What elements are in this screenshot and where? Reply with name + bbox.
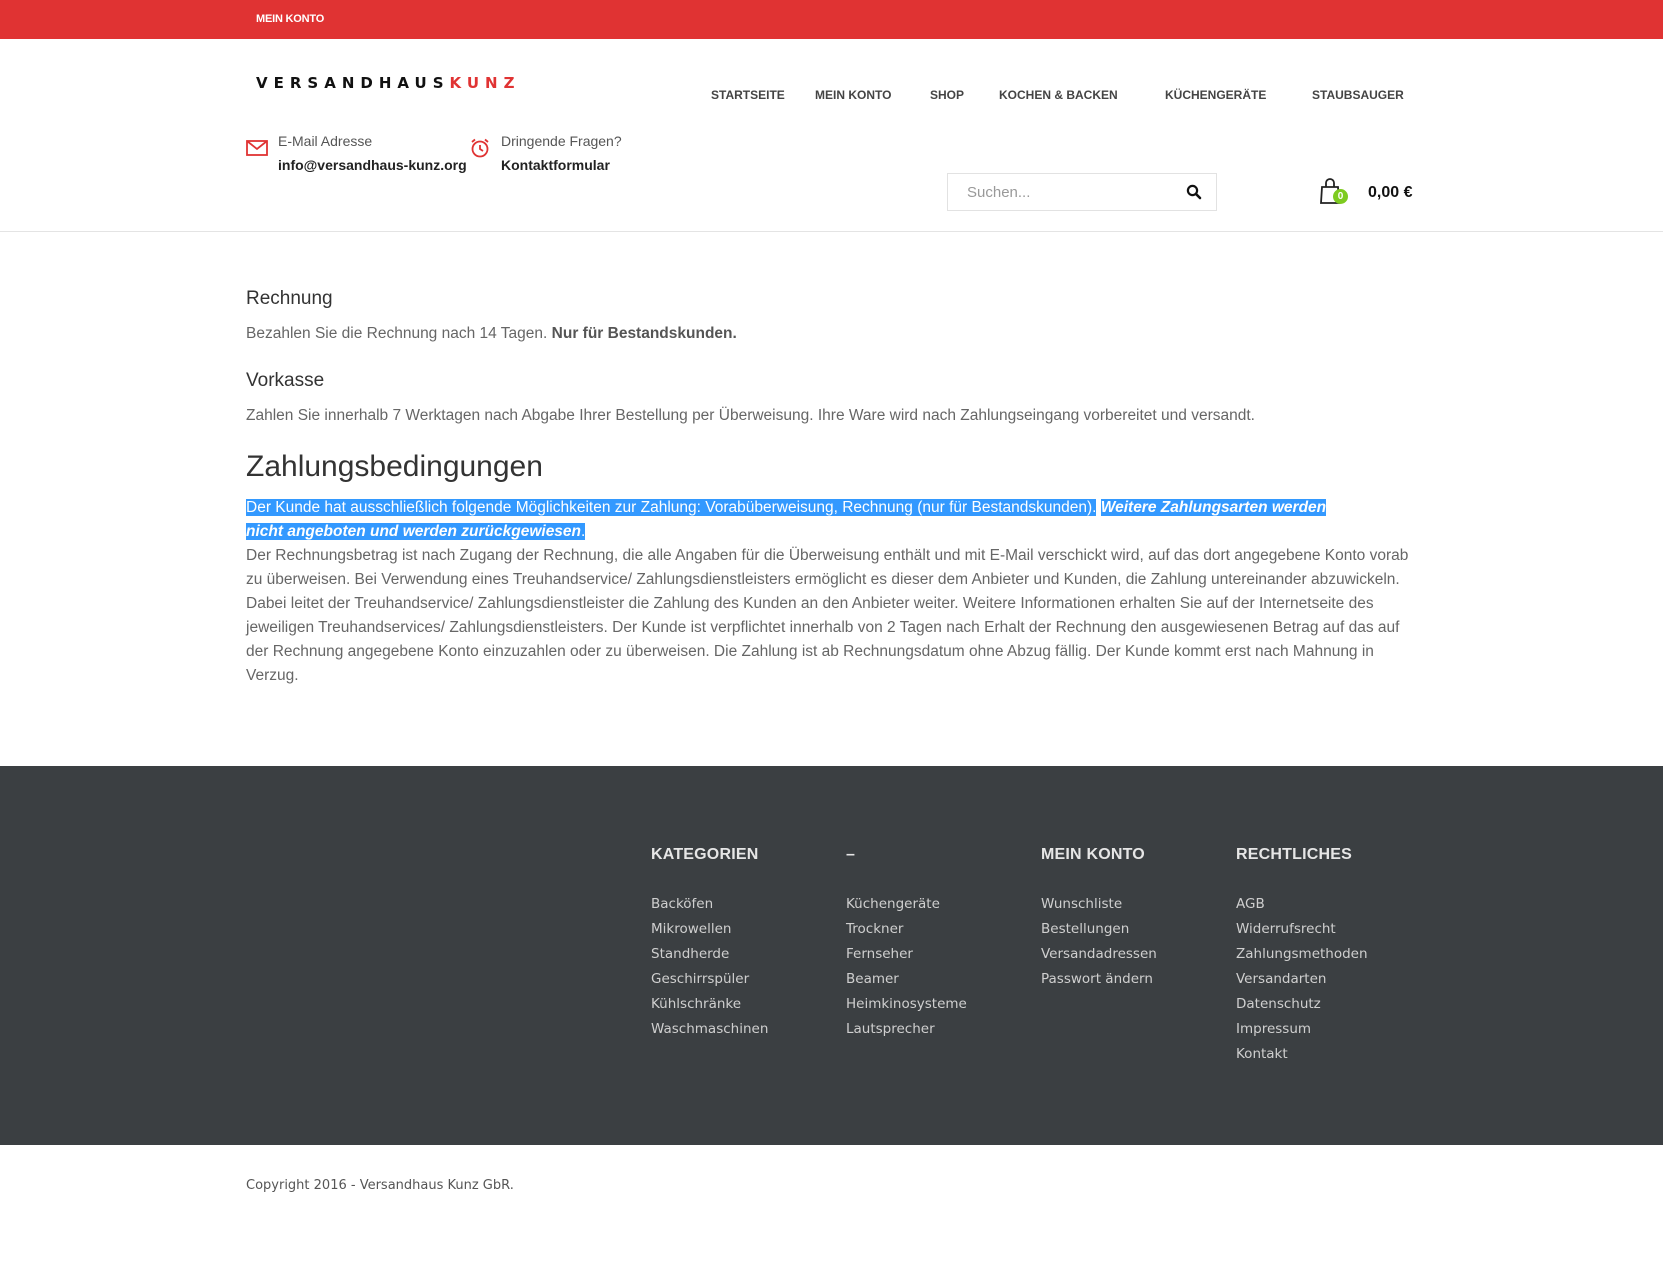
email-link[interactable]: info@versandhaus-kunz.org: [278, 157, 467, 173]
nav-shop[interactable]: SHOP: [930, 88, 965, 102]
footer-column-title: MEIN KONTO: [1041, 846, 1145, 863]
nav-kochen-backen[interactable]: KOCHEN & BACKEN: [999, 88, 1118, 102]
footer-link[interactable]: Datenschutz: [1236, 996, 1321, 1012]
footer-column-title: RECHTLICHES: [1236, 846, 1352, 863]
nav-startseite[interactable]: STARTSEITE: [711, 88, 785, 102]
footer-link[interactable]: Standherde: [651, 946, 730, 962]
footer-link[interactable]: Zahlungsmethoden: [1236, 946, 1368, 962]
contact-form-link[interactable]: Kontaktformular: [501, 157, 610, 173]
top-account-link[interactable]: MEIN KONTO: [256, 13, 325, 25]
terms-selected-end: .: [581, 523, 586, 540]
rechnung-text: [246, 322, 737, 346]
email-info: [246, 133, 466, 181]
vorkasse-text: Zahlen Sie innerhalb 7 Werktagen nach Abgabe Ihrer Bestellung per Überweisung. Ihre Ware wird nach Zahlungseingang vorbereitet und versandt.: [246, 407, 1255, 424]
footer-link[interactable]: Beamer: [846, 971, 899, 987]
envelope-icon: [246, 137, 268, 159]
footer-link[interactable]: AGB: [1236, 896, 1265, 912]
terms-selected-text: Der Kunde hat ausschließlich folgende Möglichkeiten zur Zahlung: Vorabüberweisung, Rechnung (nur für Bestandskunden).: [246, 499, 1097, 516]
urgent-info: [469, 133, 649, 181]
zahlungsbedingungen-heading: Zahlungsbedingungen: [246, 450, 543, 483]
footer-column-mein-konto: [1041, 846, 1231, 992]
nav-mein-konto[interactable]: MEIN KONTO: [815, 88, 892, 102]
rechnung-heading: Rechnung: [246, 288, 333, 309]
footer: [0, 766, 1663, 1145]
cart-count-badge: 0: [1333, 189, 1348, 204]
search-icon[interactable]: [1186, 184, 1202, 200]
footer-link[interactable]: Wunschliste: [1041, 896, 1123, 912]
footer-link[interactable]: Waschmaschinen: [651, 1021, 769, 1037]
rechnung-description: Bezahlen Sie die Rechnung nach 14 Tagen.: [246, 325, 548, 342]
footer-column-kategorien: [651, 846, 841, 1042]
footer-link[interactable]: Bestellungen: [1041, 921, 1130, 937]
nav-staubsauger[interactable]: STAUBSAUGER: [1312, 88, 1404, 102]
search-box: [947, 173, 1217, 211]
top-bar: [0, 0, 1663, 39]
footer-link[interactable]: Passwort ändern: [1041, 971, 1153, 987]
cart-total[interactable]: 0,00 €: [1368, 184, 1413, 201]
nav-kuechengeraete[interactable]: KÜCHENGERÄTE: [1165, 88, 1267, 102]
footer-link[interactable]: Kühlschränke: [651, 996, 742, 1012]
rechnung-note: Nur für Bestandskunden.: [551, 325, 737, 342]
footer-column-title: KATEGORIEN: [651, 846, 759, 863]
footer-link[interactable]: Backöfen: [651, 896, 714, 912]
terms-selected-emphasis: Weitere Zahlungsarten werden nicht angeboten und werden zurückgewiesen: [246, 499, 1327, 540]
footer-link[interactable]: Trockner: [846, 921, 904, 937]
footer-link[interactable]: Heimkinosysteme: [846, 996, 967, 1012]
email-label: E-Mail Adresse: [278, 133, 373, 149]
footer-column-2: [846, 846, 1036, 1042]
alarm-clock-icon: [469, 137, 491, 159]
footer-link[interactable]: Versandarten: [1236, 971, 1327, 987]
footer-link[interactable]: Fernseher: [846, 946, 913, 962]
footer-link[interactable]: Impressum: [1236, 1021, 1312, 1037]
logo-part-2: KUNZ: [449, 74, 521, 92]
search-input[interactable]: [948, 174, 1168, 210]
footer-link[interactable]: Lautsprecher: [846, 1021, 935, 1037]
footer-link[interactable]: Küchengeräte: [846, 896, 940, 912]
footer-link[interactable]: Kontakt: [1236, 1046, 1288, 1062]
copyright-text: Copyright 2016 - Versandhaus Kunz GbR.: [246, 1178, 514, 1193]
footer-link[interactable]: Widerrufsrecht: [1236, 921, 1336, 937]
urgent-label: Dringende Fragen?: [501, 133, 622, 149]
site-logo[interactable]: [256, 74, 521, 92]
footer-column-rechtliches: [1236, 846, 1426, 1067]
footer-link[interactable]: Geschirrspüler: [651, 971, 750, 987]
terms-body-text: Der Rechnungsbetrag ist nach Zugang der Rechnung, die alle Angaben für die Überweisung enthält und mit E-Mail verschickt wird, auf das dort angegebene Konto vorab zu überweisen. Bei Verwendung eines Treuhandservice/ Zahlungsdienstleisters ermöglicht es dieser dem Anbieter und Kunden, die Zahlung untereinander abzuwickeln. Dabei leitet der Treuhandservice/ Zahlungsdienstleister die Zahlung des Kunden an den Anbieter weiter. Weitere Informationen erhalten Sie auf der Internetseite des jeweiligen Treuhandservices/ Zahlungsdienstleisters. Der Kunde ist verpflichtet innerhalb von 2 Tagen nach Erhalt der Rechnung den ausgewiesenen Betrag auf das auf der Rechnung angegebene Konto einzuzahlen oder zu überweisen. Die Zahlung ist ab Rechnungsdatum ohne Abzug fällig. Der Kunde kommt erst nach Mahnung in Verzug.: [246, 547, 1409, 684]
footer-link[interactable]: Mikrowellen: [651, 921, 732, 937]
vorkasse-heading: Vorkasse: [246, 370, 325, 391]
logo-part-1: VERSANDHAUS: [256, 74, 450, 92]
footer-column-title: –: [846, 846, 856, 863]
terms-selected-paragraph: [246, 496, 1364, 544]
footer-link[interactable]: Versandadressen: [1041, 946, 1157, 962]
